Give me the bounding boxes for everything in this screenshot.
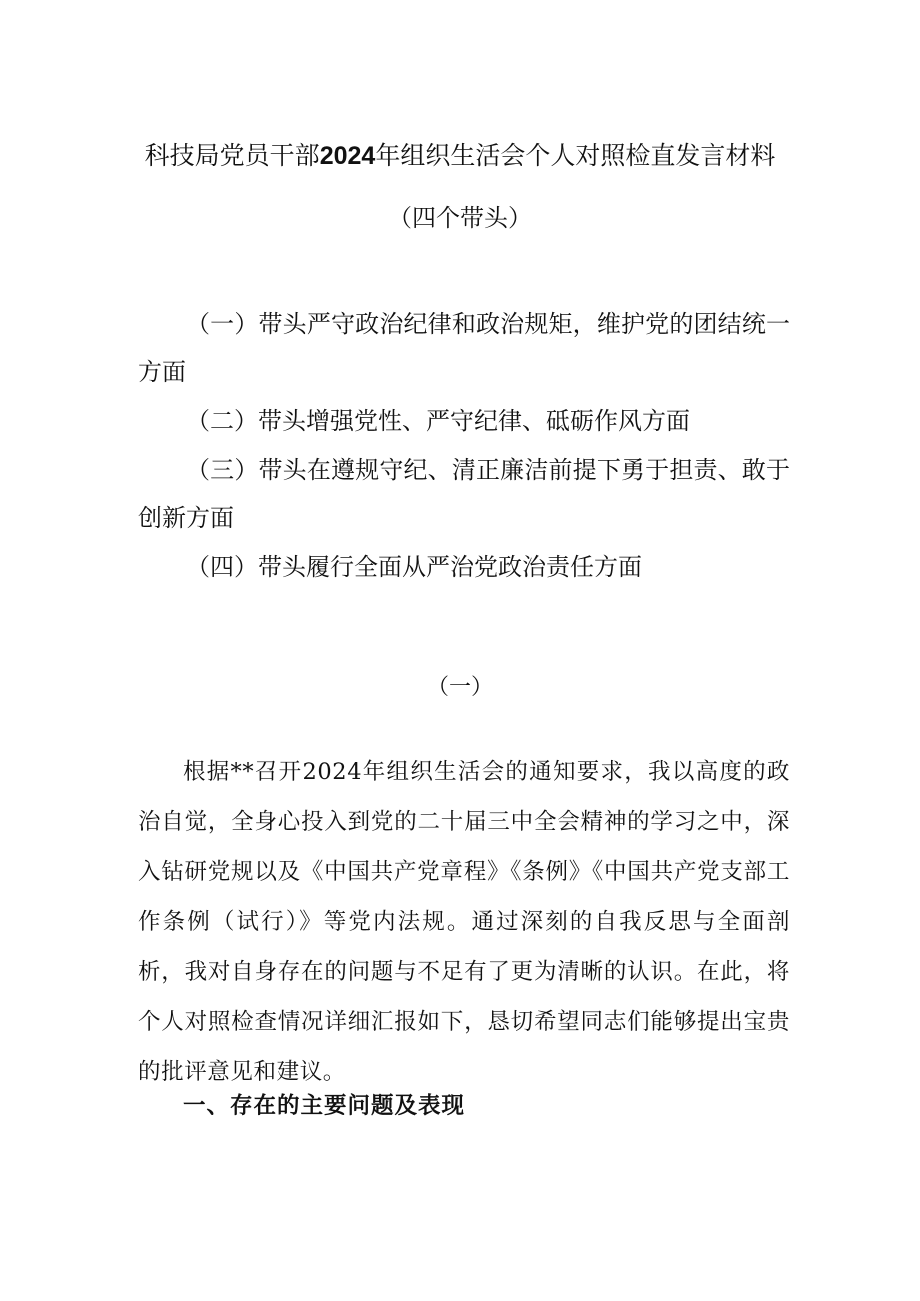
title-year: 2024 [319,142,376,170]
document-subtitle: （四个带头） [388,204,532,232]
topic-item: （二）带头增强党性、严守纪律、砥砺作风方面 [186,407,690,435]
intro-paragraph: 根据**召开2024年组织生活会的通知要求，我以高度的政治自觉，全身心投入到党的二十届三中全会精神的学习之中，深入钻研党规以及《中国共产党章程》《条例》《中国共产党支部工作条例（试行）》等党内法规。通过深刻的自我反思与全面剖析，我对自身存在的问题与不足有了更为清晰的认识。在此，将个人对照检查情况详细汇报如下，恳切希望同志们能够提出宝贵的批评意见和建议。 [138,759,790,1085]
topic-item: （三）带头在遵规守纪、清正廉洁前提下勇于担责、敢于创新方面 [138,456,790,532]
title-prefix: 科技局党员干部 [144,141,320,170]
section-heading: 一、存在的主要问题及表现 [183,1093,466,1119]
topic-item: （一）带头严守政治纪律和政治规矩，维护党的团结统一方面 [138,310,790,386]
topics-list [138,300,790,592]
title-suffix: 年组织生活会个人对照检直发言材料 [375,141,776,170]
document-title [100,138,820,174]
section-number: （一） [426,675,493,700]
topic-item: （四）带头履行全面从严治党政治责任方面 [186,553,642,581]
